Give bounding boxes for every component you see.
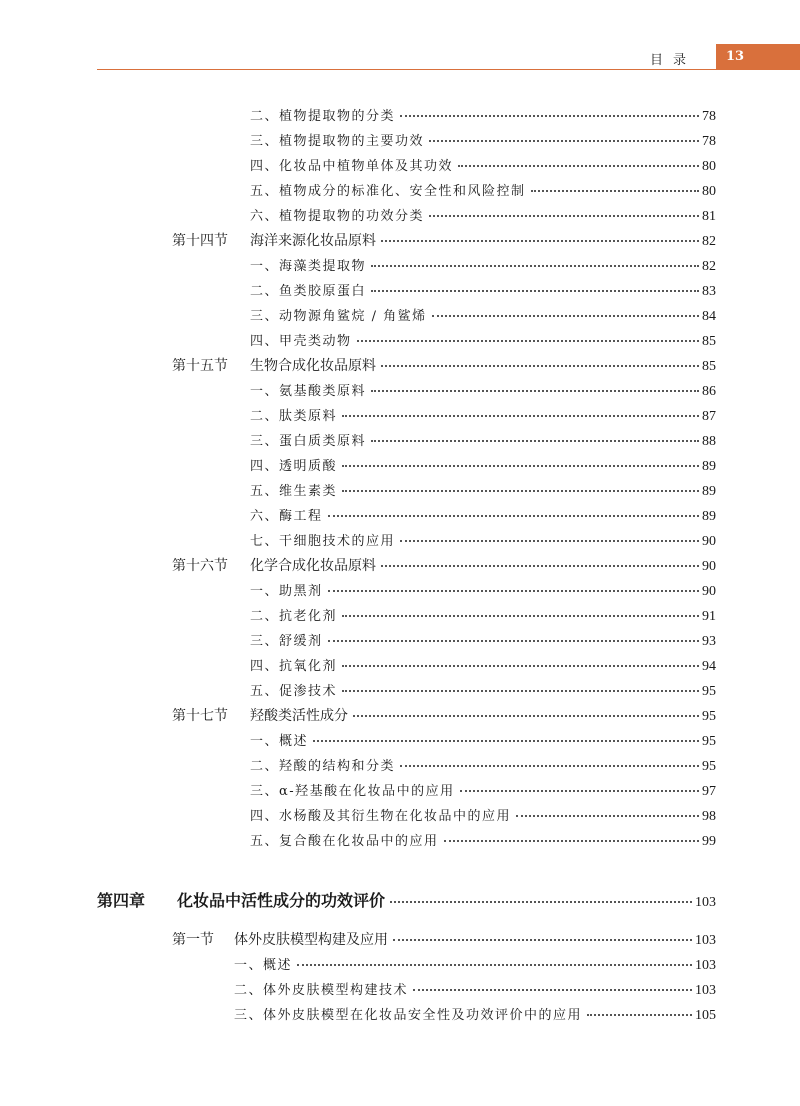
leader-dots (342, 615, 699, 617)
chapter-title: 化妆品中活性成分的功效评价 (177, 891, 386, 910)
leader-dots (371, 390, 699, 392)
toc-entry[interactable] (250, 730, 716, 750)
leader-dots (328, 590, 699, 592)
entry-title: 七、干细胞技术的应用 (250, 534, 396, 549)
entry-title: 六、植物提取物的功效分类 (250, 209, 425, 224)
leader-dots (393, 939, 692, 941)
entry-page: 95 (702, 709, 716, 724)
entry-page: 78 (702, 134, 716, 149)
section-title: 体外皮肤模型构建及应用 (234, 932, 388, 948)
entry-title: 四、水杨酸及其衍生物在化妆品中的应用 (250, 809, 512, 824)
entry-page: 80 (702, 184, 716, 199)
entry-page: 82 (702, 259, 716, 274)
toc-entry[interactable] (250, 255, 716, 275)
toc-entry[interactable] (250, 505, 716, 525)
toc-entry[interactable] (250, 530, 716, 550)
entry-page: 91 (702, 609, 716, 624)
entry-page: 80 (702, 159, 716, 174)
chapter-number: 第四章 (97, 891, 146, 910)
entry-page: 98 (702, 809, 716, 824)
entry-page: 86 (702, 384, 716, 399)
leader-dots (381, 365, 699, 367)
leader-dots (342, 665, 699, 667)
leader-dots (328, 640, 699, 642)
leader-dots (342, 490, 699, 492)
entry-title: 三、动物源角鲨烷 / 角鲨烯 (250, 309, 427, 324)
entry-page: 103 (695, 895, 716, 910)
running-title: 目录 (649, 53, 696, 68)
entry-page: 99 (702, 834, 716, 849)
toc-entry[interactable] (250, 430, 716, 450)
entry-title: 四、透明质酸 (250, 459, 338, 474)
entry-title: 一、概述 (234, 958, 293, 973)
entry-title: 五、植物成分的标准化、安全性和风险控制 (250, 184, 526, 199)
entry-title: 一、概述 (250, 734, 309, 749)
toc-entry[interactable] (250, 380, 716, 400)
toc-entry[interactable] (250, 480, 716, 500)
toc-entry[interactable] (250, 655, 716, 675)
section-number: 第十七节 (172, 708, 228, 724)
leader-dots (371, 265, 699, 267)
toc-section-entry[interactable] (172, 230, 716, 250)
leader-dots (400, 540, 699, 542)
entry-page: 89 (702, 509, 716, 524)
entry-title: 四、抗氧化剂 (250, 659, 338, 674)
entry-title: 二、抗老化剂 (250, 609, 338, 624)
leader-dots (444, 840, 699, 842)
toc-entry[interactable] (250, 205, 716, 225)
entry-title: 二、体外皮肤模型构建技术 (234, 983, 409, 998)
leader-dots (342, 465, 699, 467)
entry-title: 五、促渗技术 (250, 684, 338, 699)
toc-entry[interactable] (250, 330, 716, 350)
entry-title: 三、α-羟基酸在化妆品中的应用 (250, 784, 455, 799)
toc-entry[interactable] (250, 405, 716, 425)
toc-section-entry[interactable] (172, 355, 716, 375)
section-number: 第十六节 (172, 558, 228, 574)
entry-page: 88 (702, 434, 716, 449)
entry-title: 三、体外皮肤模型在化妆品安全性及功效评价中的应用 (234, 1008, 583, 1023)
entry-title: 二、植物提取物的分类 (250, 109, 396, 124)
toc-entry[interactable] (250, 580, 716, 600)
header-rule (97, 69, 800, 70)
leader-dots (371, 440, 699, 442)
toc-entry[interactable] (250, 130, 716, 150)
entry-page: 85 (702, 334, 716, 349)
toc-entry[interactable] (234, 1004, 716, 1024)
entry-page: 95 (702, 734, 716, 749)
entry-title: 二、肽类原料 (250, 409, 338, 424)
section-title: 生物合成化妆品原料 (250, 358, 376, 374)
toc-chapter-entry[interactable] (97, 888, 716, 911)
entry-title: 一、助黑剂 (250, 584, 323, 599)
entry-title: 五、复合酸在化妆品中的应用 (250, 834, 439, 849)
leader-dots (313, 740, 699, 742)
toc-entry[interactable] (250, 180, 716, 200)
leader-dots (390, 901, 692, 903)
entry-title: 三、舒缓剂 (250, 634, 323, 649)
section-number: 第十五节 (172, 358, 228, 374)
section-title: 羟酸类活性成分 (250, 708, 348, 724)
toc-entry[interactable] (250, 455, 716, 475)
leader-dots (381, 565, 699, 567)
toc-entry[interactable] (250, 105, 716, 125)
entry-title: 一、氨基酸类原料 (250, 384, 367, 399)
entry-page: 83 (702, 284, 716, 299)
entry-page: 90 (702, 534, 716, 549)
toc-entry[interactable] (250, 680, 716, 700)
entry-title: 二、鱼类胶原蛋白 (250, 284, 367, 299)
leader-dots (342, 690, 699, 692)
toc-section-entry[interactable] (172, 555, 716, 575)
page-number: 13 (726, 49, 745, 64)
leader-dots (458, 165, 699, 167)
section-number: 第一节 (172, 932, 214, 948)
toc-entry[interactable] (234, 954, 716, 974)
entry-page: 94 (702, 659, 716, 674)
page-header (0, 44, 800, 72)
leader-dots (432, 315, 699, 317)
entry-title: 二、羟酸的结构和分类 (250, 759, 396, 774)
entry-page: 103 (695, 983, 716, 998)
toc-entry[interactable] (250, 805, 716, 825)
entry-page: 89 (702, 484, 716, 499)
entry-page: 95 (702, 759, 716, 774)
leader-dots (587, 1014, 692, 1016)
leader-dots (297, 964, 692, 966)
leader-dots (371, 290, 699, 292)
entry-title: 五、维生素类 (250, 484, 338, 499)
entry-page: 90 (702, 584, 716, 599)
entry-title: 四、甲壳类动物 (250, 334, 352, 349)
toc-entry[interactable] (250, 280, 716, 300)
leader-dots (353, 715, 699, 717)
toc-entry[interactable] (250, 305, 716, 325)
leader-dots (342, 415, 699, 417)
entry-page: 82 (702, 234, 716, 249)
leader-dots (460, 790, 699, 792)
toc-section-entry[interactable] (172, 705, 716, 725)
entry-page: 90 (702, 559, 716, 574)
entry-title: 三、植物提取物的主要功效 (250, 134, 425, 149)
entry-page: 95 (702, 684, 716, 699)
entry-page: 84 (702, 309, 716, 324)
leader-dots (400, 765, 699, 767)
leader-dots (328, 515, 699, 517)
entry-title: 一、海藻类提取物 (250, 259, 367, 274)
entry-page: 78 (702, 109, 716, 124)
entry-page: 97 (702, 784, 716, 799)
toc-entry[interactable] (234, 979, 716, 999)
leader-dots (400, 115, 699, 117)
entry-page: 105 (695, 1008, 716, 1023)
section-number: 第十四节 (172, 233, 228, 249)
toc-section-entry[interactable] (172, 929, 716, 949)
toc-entry[interactable] (250, 755, 716, 775)
toc-entry[interactable] (250, 780, 716, 800)
leader-dots (516, 815, 699, 817)
leader-dots (381, 240, 699, 242)
entry-page: 85 (702, 359, 716, 374)
entry-page: 93 (702, 634, 716, 649)
leader-dots (413, 989, 692, 991)
toc-entry[interactable] (250, 830, 716, 850)
page-number-tab (716, 44, 800, 70)
entry-page: 89 (702, 459, 716, 474)
leader-dots (429, 140, 699, 142)
leader-dots (357, 340, 699, 342)
leader-dots (429, 215, 699, 217)
entry-page: 81 (702, 209, 716, 224)
toc-entry[interactable] (250, 155, 716, 175)
entry-page: 103 (695, 958, 716, 973)
toc-entry[interactable] (250, 630, 716, 650)
entry-title: 四、化妆品中植物单体及其功效 (250, 159, 454, 174)
entry-title: 三、蛋白质类原料 (250, 434, 367, 449)
entry-page: 103 (695, 933, 716, 948)
toc-entry[interactable] (250, 605, 716, 625)
leader-dots (531, 190, 699, 192)
entry-page: 87 (702, 409, 716, 424)
entry-title: 六、酶工程 (250, 509, 323, 524)
section-title: 化学合成化妆品原料 (250, 558, 376, 574)
section-title: 海洋来源化妆品原料 (250, 233, 376, 249)
